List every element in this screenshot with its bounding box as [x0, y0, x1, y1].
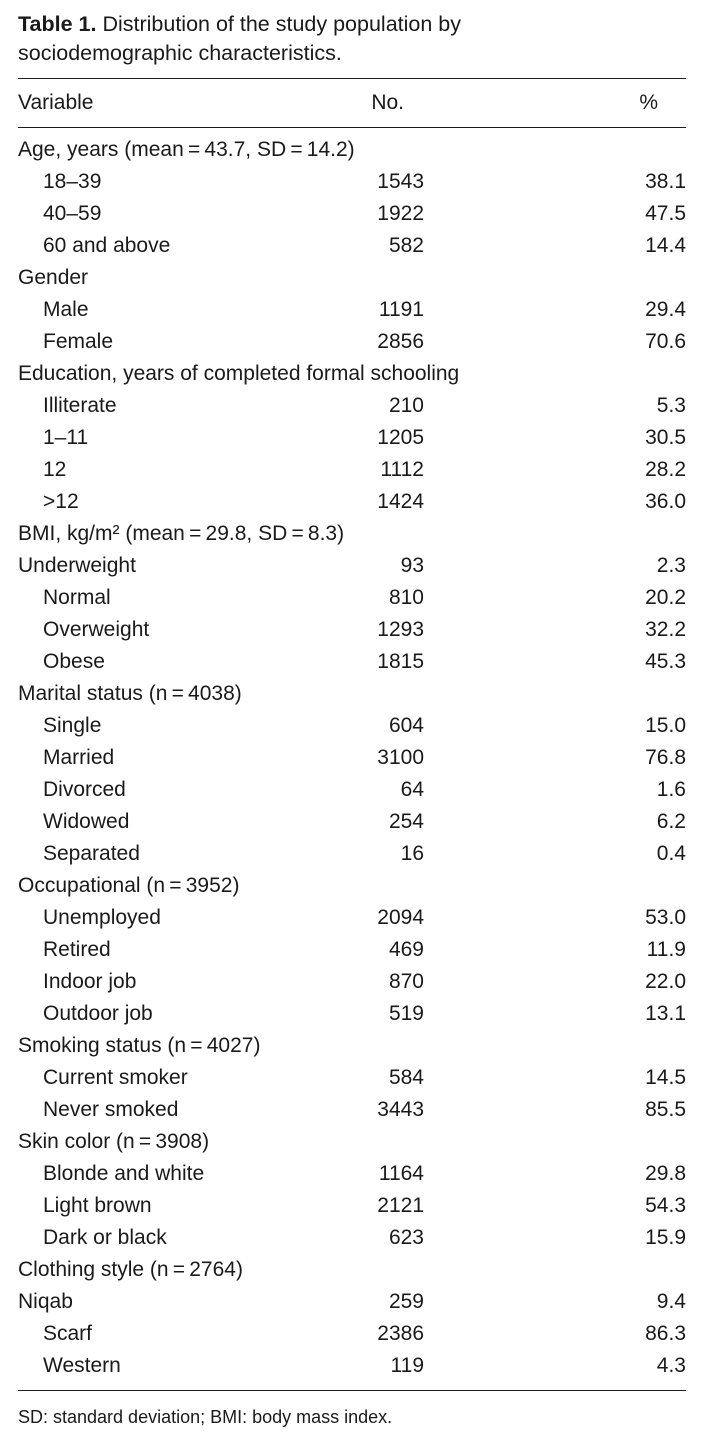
table-number: Table 1. — [18, 12, 97, 36]
row-label: Divorced — [43, 778, 126, 801]
row-count: 623 — [388, 1226, 424, 1249]
row-label: 40–59 — [43, 202, 102, 225]
row-count: 1543 — [377, 170, 424, 193]
table-row — [18, 1062, 686, 1094]
table-row — [18, 806, 686, 838]
row-percent: 29.8 — [645, 1162, 686, 1185]
table-row — [18, 742, 686, 774]
table-row — [18, 678, 686, 710]
row-percent: 47.5 — [645, 202, 686, 225]
row-label: Retired — [43, 938, 111, 961]
row-count: 2121 — [377, 1194, 424, 1217]
row-label: Age, years (mean = 43.7, SD = 14.2) — [18, 138, 355, 161]
row-count: 259 — [388, 1290, 424, 1313]
row-label: Unemployed — [43, 906, 161, 929]
row-count: 870 — [388, 970, 424, 993]
row-percent: 70.6 — [645, 330, 686, 353]
row-label: Separated — [43, 842, 140, 865]
table-header-row — [18, 79, 686, 127]
table-row — [18, 1318, 686, 1350]
row-percent: 1.6 — [656, 778, 686, 801]
row-count: 1205 — [377, 426, 424, 449]
row-count: 93 — [400, 554, 424, 577]
table-caption — [18, 10, 578, 68]
row-label: Illiterate — [43, 394, 117, 417]
row-percent: 14.4 — [645, 234, 686, 257]
row-count: 584 — [388, 1066, 424, 1089]
table-row — [18, 646, 686, 678]
row-label: Female — [43, 330, 114, 353]
row-count: 1112 — [380, 458, 424, 481]
row-label: Outdoor job — [43, 1002, 153, 1025]
row-label: Marital status (n = 4038) — [18, 682, 242, 705]
header-variable: Variable — [18, 91, 94, 114]
row-count: 254 — [388, 810, 424, 833]
row-count: 2094 — [377, 906, 424, 929]
row-label: 12 — [43, 458, 67, 481]
table-row — [18, 358, 686, 390]
table-row — [18, 550, 686, 582]
row-label: Underweight — [18, 554, 136, 577]
row-label: Niqab — [18, 1290, 73, 1313]
table-row — [18, 838, 686, 870]
table-body — [18, 128, 686, 1390]
row-label: Normal — [43, 586, 111, 609]
row-label: Occupational (n = 3952) — [18, 874, 240, 897]
row-count: 1293 — [377, 618, 424, 641]
row-percent: 53.0 — [645, 906, 686, 929]
row-label: 1–11 — [43, 426, 89, 449]
row-count: 16 — [400, 842, 424, 865]
table-row — [18, 198, 686, 230]
row-count: 582 — [388, 234, 424, 257]
row-label: Overweight — [43, 618, 150, 641]
row-percent: 14.5 — [645, 1066, 686, 1089]
row-label: Male — [43, 298, 89, 321]
table-row — [18, 1030, 686, 1062]
table-row — [18, 294, 686, 326]
row-percent: 2.3 — [656, 554, 686, 577]
row-label: BMI, kg/m² (mean = 29.8, SD = 8.3) — [18, 522, 345, 545]
header-no: No. — [371, 91, 404, 114]
row-percent: 20.2 — [645, 586, 686, 609]
row-count: 604 — [388, 714, 424, 737]
data-table — [18, 79, 686, 1391]
table-row — [18, 998, 686, 1030]
table-row — [18, 1254, 686, 1286]
row-percent: 5.3 — [656, 394, 686, 417]
row-label: Clothing style (n = 2764) — [18, 1258, 243, 1281]
row-percent: 36.0 — [645, 490, 686, 513]
table-title: Distribution of the study population by sociodemographic characteristics. — [18, 12, 462, 65]
row-label: Single — [43, 714, 102, 737]
row-count: 210 — [388, 394, 424, 417]
row-label: Married — [43, 746, 115, 769]
table-row — [18, 1158, 686, 1190]
row-label: Indoor job — [43, 970, 137, 993]
table-row — [18, 1222, 686, 1254]
row-label: Current smoker — [43, 1066, 188, 1089]
row-percent: 6.2 — [656, 810, 686, 833]
row-label: >12 — [43, 490, 79, 513]
row-percent: 0.4 — [656, 842, 686, 865]
table-row — [18, 710, 686, 742]
row-label: Widowed — [43, 810, 130, 833]
table-row — [18, 1126, 686, 1158]
bottom-rule — [18, 1390, 686, 1391]
table-row — [18, 134, 686, 166]
row-count: 3100 — [377, 746, 424, 769]
row-percent: 28.2 — [645, 458, 686, 481]
row-label: 18–39 — [43, 170, 102, 193]
table-row — [18, 870, 686, 902]
row-label: 60 and above — [43, 234, 171, 257]
table-row — [18, 1350, 686, 1382]
row-label: Skin color (n = 3908) — [18, 1130, 210, 1153]
row-label: Dark or black — [43, 1226, 167, 1249]
table-row — [18, 230, 686, 262]
row-label: Smoking status (n = 4027) — [18, 1034, 261, 1057]
row-label: Never smoked — [43, 1098, 179, 1121]
row-count: 810 — [388, 586, 424, 609]
table-row — [18, 326, 686, 358]
row-percent: 32.2 — [645, 618, 686, 641]
row-percent: 15.0 — [645, 714, 686, 737]
row-count: 1191 — [378, 298, 424, 321]
row-count: 519 — [388, 1002, 424, 1025]
row-count: 1815 — [377, 650, 424, 673]
table-row — [18, 614, 686, 646]
row-percent: 45.3 — [645, 650, 686, 673]
row-label: Western — [43, 1354, 121, 1377]
header-pct: % — [639, 91, 658, 114]
row-count: 2856 — [377, 330, 424, 353]
table-row — [18, 422, 686, 454]
row-percent: 4.3 — [656, 1354, 686, 1377]
row-count: 1922 — [377, 202, 424, 225]
table-row — [18, 1094, 686, 1126]
row-percent: 30.5 — [645, 426, 686, 449]
row-count: 469 — [388, 938, 424, 961]
row-count: 2386 — [377, 1322, 424, 1345]
table-row — [18, 774, 686, 806]
row-percent: 29.4 — [645, 298, 686, 321]
row-count: 1164 — [378, 1162, 424, 1185]
row-percent: 11.9 — [646, 938, 686, 961]
table-row — [18, 934, 686, 966]
row-count: 64 — [400, 778, 424, 801]
table-row — [18, 262, 686, 294]
row-percent: 38.1 — [645, 170, 686, 193]
table-row — [18, 902, 686, 934]
row-label: Scarf — [43, 1322, 93, 1345]
row-percent: 13.1 — [645, 1002, 686, 1025]
row-percent: 15.9 — [645, 1226, 686, 1249]
row-percent: 54.3 — [645, 1194, 686, 1217]
row-label: Gender — [18, 266, 89, 289]
row-label: Light brown — [43, 1194, 152, 1217]
table-row — [18, 518, 686, 550]
row-label: Education, years of completed formal schooling — [18, 362, 460, 385]
row-label: Blonde and white — [43, 1162, 205, 1185]
table-row — [18, 390, 686, 422]
row-count: 3443 — [377, 1098, 424, 1121]
row-label: Obese — [43, 650, 105, 673]
row-count: 119 — [390, 1354, 424, 1377]
table-row — [18, 486, 686, 518]
table-footnote: SD: standard deviation; BMI: body mass index. — [18, 1407, 393, 1427]
table-row — [18, 966, 686, 998]
table-row — [18, 454, 686, 486]
row-percent: 86.3 — [645, 1322, 686, 1345]
row-percent: 76.8 — [645, 746, 686, 769]
table-row — [18, 1286, 686, 1318]
table-row — [18, 1190, 686, 1222]
row-count: 1424 — [377, 490, 424, 513]
table-row — [18, 166, 686, 198]
row-percent: 22.0 — [645, 970, 686, 993]
row-percent: 85.5 — [645, 1098, 686, 1121]
row-percent: 9.4 — [656, 1290, 686, 1313]
table-row — [18, 582, 686, 614]
